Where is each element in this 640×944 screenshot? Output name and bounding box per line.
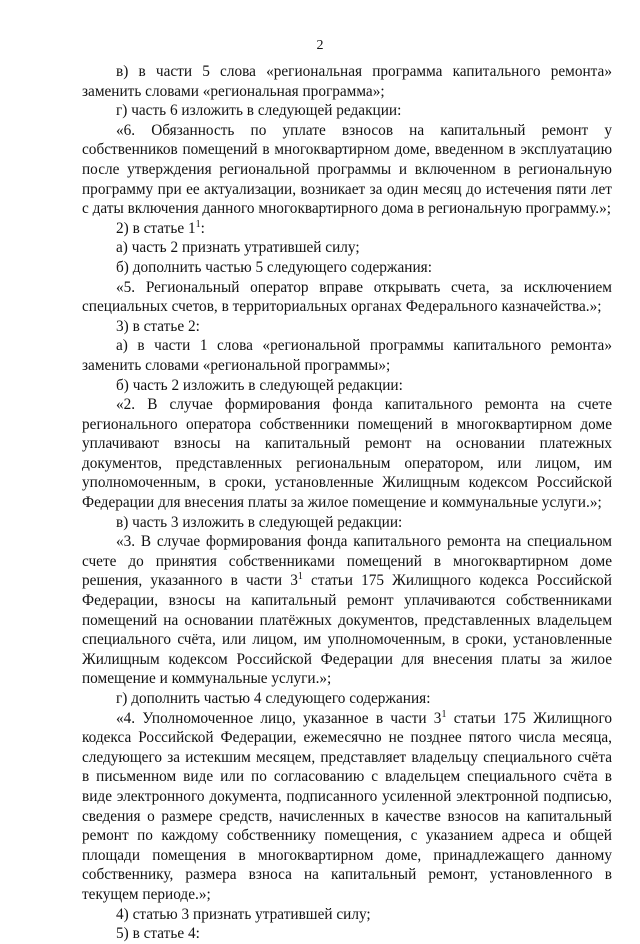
- paragraph: г) часть 6 изложить в следующей редакции:: [116, 102, 402, 120]
- paragraph: «6. Обязанность по уплате взносов на капитальный ремонт у собственников помещений в многоквартирном доме, введенном в эксплуатацию после утверждения региональной программы и включенном в региональную программу при ее актуализации, возникает за один месяц до истечения пяти лет с даты включения данного многоквартирного дома в региональную программу.»;: [82, 121, 612, 218]
- paragraph: «4. Уполномоченное лицо, указанное в части $3^1$ статьи 175 Жилищного кодекса Российской Федерации, ежемесячно не позднее пятого числа месяца, следующего за истекшим месяцем, представляет владельцу специального счёта в письменном виде или по согласованию с владельцем специального счёта в виде электронного документа, подписанного усиленной электронной подписью, сведения о размере средств, начисленных в качестве взносов на капитальный ремонт по каждому собственнику помещения, с указанием адреса и общей площади помещения в многоквартирном доме, принадлежащего данному собственнику, размера взноса на капитальный ремонт, установленного в текущем периоде.»;: [82, 708, 612, 903]
- page-number: 2: [316, 38, 324, 53]
- superscript: 1: [441, 708, 447, 720]
- document-body: [82, 62, 612, 944]
- paragraph: 5) в статье 4:: [116, 925, 200, 943]
- paragraph: 2) в статье $1^1$:: [116, 218, 205, 237]
- paragraph: б) часть 2 изложить в следующей редакции:: [116, 376, 403, 394]
- superscript: 1: [195, 218, 201, 230]
- paragraph: в) часть 3 изложить в следующей редакции:: [116, 513, 403, 531]
- paragraph: г) дополнить частью 4 следующего содержания:: [116, 690, 431, 707]
- paragraph: 3) в статье 2:: [116, 317, 200, 335]
- paragraph: «3. В случае формирования фонда капитального ремонта на специальном счете до принятия собственниками помещений в многоквартирном доме решения, указанного в части $3^1$ статьи 175 Жилищного кодекса Российской Федерации, взносы на капитальный ремонт уплачиваются собственниками помещений на основании платёжных документов, представленных владельцем специального счёта, или лицом, им уполномоченным, в сроки, установленные Жилищным кодексом Российской Федерации для внесения платы за жилое помещение и коммунальные услуги.»;: [82, 533, 612, 688]
- paragraph: «5. Региональный оператор вправе открывать счета, за исключением специальных счетов, в территориальных органах Федерального казначейства.»;: [82, 278, 612, 316]
- paragraph: а) часть 2 признать утратившей силу;: [116, 239, 360, 257]
- paragraph: «2. В случае формирования фонда капитального ремонта на счете регионального оператора собственники помещений в многоквартирном доме уплачивают взносы на капитальный ремонт на основании платежных документов, представленных региональным оператором, или лицом, им уполномоченным, в сроки, установленные Жилищным кодексом Российской Федерации для внесения платы за жилое помещение и коммунальные услуги.»;: [82, 396, 612, 512]
- paragraph: в) в части 5 слова «региональная программа капитального ремонта» заменить словами «региональная программа»;: [82, 63, 612, 100]
- paragraph: б) дополнить частью 5 следующего содержания:: [116, 258, 432, 276]
- paragraph: 4) статью 3 признать утратившей силу;: [116, 905, 371, 923]
- paragraph: а) в части 1 слова «региональной программы капитального ремонта» заменить словами «региональной программы»;: [82, 337, 612, 374]
- superscript: 1: [297, 571, 303, 583]
